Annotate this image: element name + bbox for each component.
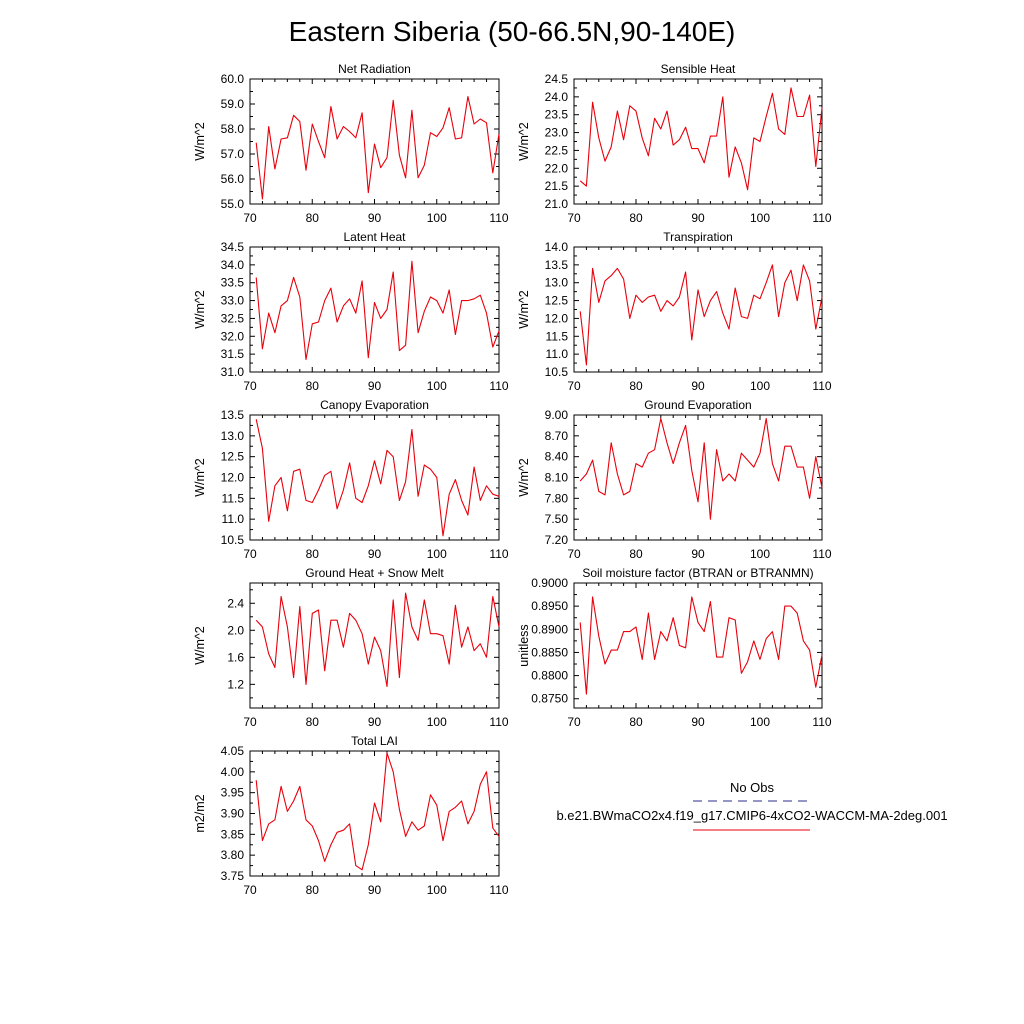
- x-tick-label: 70: [567, 379, 581, 393]
- y-tick-label: 13.0: [220, 428, 244, 443]
- legend-model-label: b.e21.BWmaCO2x4.f19_g17.CMIP6-4xCO2-WACCM-MA-2deg.001: [556, 808, 948, 823]
- y-tick-label: 11.5: [545, 329, 568, 344]
- y-tick-label: 8.40: [544, 449, 568, 464]
- y-tick-label: 7.20: [544, 533, 568, 547]
- x-tick-label: 100: [749, 211, 771, 225]
- x-tick-label: 90: [691, 547, 705, 561]
- panel-title: Transpiration: [663, 230, 733, 244]
- y-tick-label: 23.0: [544, 125, 568, 140]
- x-tick-label: 110: [489, 883, 509, 897]
- y-tick-label: 23.5: [544, 107, 568, 122]
- plot-frame: [574, 583, 822, 708]
- x-tick-label: 80: [305, 883, 319, 897]
- x-tick-label: 110: [489, 715, 509, 729]
- plot-frame: [250, 751, 499, 876]
- y-axis-label: unitless: [517, 624, 531, 667]
- panel-title: Net Radiation: [338, 62, 411, 76]
- y-tick-label: 7.80: [544, 491, 568, 506]
- panel-4: [517, 230, 832, 393]
- y-tick-label: 4.00: [220, 764, 244, 779]
- y-tick-label: 32.5: [220, 311, 244, 326]
- series-line: [580, 88, 822, 190]
- y-tick-label: 33.0: [220, 293, 244, 308]
- panel-5: [193, 398, 509, 561]
- y-axis-label: m2/m2: [193, 794, 207, 833]
- x-tick-label: 110: [489, 379, 509, 393]
- x-tick-label: 90: [367, 211, 382, 225]
- x-tick-label: 70: [243, 715, 257, 729]
- x-tick-label: 80: [629, 547, 643, 561]
- y-tick-label: 24.0: [544, 89, 568, 104]
- y-tick-label: 11.0: [545, 347, 568, 362]
- figure-title: Eastern Siberia (50-66.5N,90-140E): [288, 16, 736, 47]
- y-tick-label: 0.9000: [531, 576, 568, 590]
- x-tick-label: 90: [691, 379, 705, 393]
- y-tick-label: 0.8900: [531, 622, 568, 637]
- x-tick-label: 70: [567, 715, 581, 729]
- y-tick-label: 3.95: [220, 785, 244, 800]
- y-tick-label: 0.8950: [531, 599, 568, 614]
- x-tick-label: 110: [489, 211, 509, 225]
- y-tick-label: 24.5: [544, 72, 568, 86]
- y-tick-label: 14.0: [544, 240, 568, 254]
- panel-8: [517, 566, 832, 729]
- y-tick-label: 11.5: [221, 491, 244, 506]
- y-tick-label: 0.8850: [531, 645, 568, 660]
- y-tick-label: 3.75: [220, 869, 244, 883]
- y-tick-label: 8.70: [544, 428, 568, 443]
- y-tick-label: 13.0: [544, 275, 568, 290]
- panel-2: [517, 62, 832, 225]
- x-tick-label: 70: [567, 547, 581, 561]
- x-tick-label: 100: [749, 715, 771, 729]
- panel-7: [193, 566, 509, 729]
- y-tick-label: 2.0: [227, 623, 244, 638]
- y-tick-label: 10.5: [220, 533, 244, 547]
- y-tick-label: 11.0: [221, 512, 244, 527]
- series-line: [256, 261, 499, 359]
- series-line: [256, 419, 499, 536]
- panel-title: Sensible Heat: [660, 62, 736, 76]
- x-tick-label: 70: [243, 211, 257, 225]
- plot-frame: [574, 79, 822, 204]
- y-tick-label: 1.6: [227, 650, 244, 665]
- x-tick-label: 110: [812, 547, 832, 561]
- y-tick-label: 0.8750: [531, 691, 568, 706]
- x-tick-label: 110: [489, 547, 509, 561]
- x-tick-label: 110: [812, 379, 832, 393]
- legend: [556, 780, 947, 830]
- y-tick-label: 57.0: [220, 147, 244, 161]
- y-tick-label: 31.5: [220, 347, 244, 362]
- y-tick-label: 31.0: [220, 365, 244, 379]
- plot-frame: [250, 415, 499, 540]
- x-tick-label: 70: [243, 379, 257, 393]
- panel-6: [517, 398, 832, 561]
- y-tick-label: 3.90: [220, 806, 244, 821]
- panel-1: [193, 62, 509, 225]
- x-tick-label: 90: [367, 547, 382, 561]
- x-tick-label: 100: [426, 379, 447, 393]
- y-axis-label: W/m^2: [193, 122, 207, 161]
- series-line: [256, 753, 499, 870]
- y-tick-label: 12.0: [220, 470, 244, 485]
- y-tick-label: 8.10: [544, 470, 568, 485]
- series-line: [580, 419, 822, 520]
- y-tick-label: 55.0: [220, 197, 244, 211]
- series-line: [256, 97, 499, 200]
- y-tick-label: 56.0: [220, 172, 244, 186]
- x-tick-label: 90: [367, 379, 382, 393]
- x-tick-label: 80: [305, 547, 319, 561]
- panel-title: Canopy Evaporation: [320, 398, 429, 412]
- x-tick-label: 80: [629, 379, 643, 393]
- panel-title: Total LAI: [351, 734, 398, 748]
- y-tick-label: 10.5: [544, 365, 568, 379]
- x-tick-label: 110: [812, 211, 832, 225]
- plot-frame: [574, 415, 822, 540]
- y-tick-label: 13.5: [220, 408, 244, 422]
- plot-frame: [250, 247, 499, 372]
- y-tick-label: 2.4: [227, 596, 244, 611]
- series-line: [256, 593, 499, 686]
- x-tick-label: 70: [243, 883, 257, 897]
- x-tick-label: 80: [305, 211, 319, 225]
- plot-frame: [574, 247, 822, 372]
- y-axis-label: W/m^2: [193, 290, 207, 329]
- y-axis-label: W/m^2: [193, 458, 207, 497]
- panel-title: Ground Evaporation: [644, 398, 752, 412]
- x-tick-label: 100: [426, 547, 447, 561]
- y-tick-label: 22.5: [544, 143, 568, 158]
- y-tick-label: 0.8800: [531, 668, 568, 683]
- x-tick-label: 110: [812, 715, 832, 729]
- y-tick-label: 12.5: [220, 449, 244, 464]
- y-tick-label: 34.5: [220, 240, 244, 254]
- x-tick-label: 100: [426, 211, 447, 225]
- y-tick-label: 32.0: [220, 329, 244, 344]
- panel-title: Latent Heat: [343, 230, 406, 244]
- x-tick-label: 100: [749, 547, 771, 561]
- y-tick-label: 3.85: [220, 827, 244, 842]
- y-tick-label: 4.05: [220, 744, 244, 758]
- series-line: [580, 597, 822, 694]
- x-tick-label: 100: [426, 715, 447, 729]
- y-tick-label: 13.5: [544, 257, 568, 272]
- panels: [193, 62, 832, 897]
- x-tick-label: 100: [749, 379, 771, 393]
- y-tick-label: 34.0: [220, 257, 244, 272]
- panel-3: [193, 230, 509, 393]
- y-tick-label: 60.0: [220, 72, 244, 86]
- y-tick-label: 7.50: [544, 512, 568, 527]
- y-tick-label: 21.0: [544, 197, 568, 211]
- x-tick-label: 80: [629, 211, 643, 225]
- y-tick-label: 21.5: [544, 179, 568, 194]
- x-tick-label: 90: [367, 715, 382, 729]
- series-line: [580, 265, 822, 365]
- y-axis-label: W/m^2: [517, 122, 531, 161]
- x-tick-label: 90: [691, 211, 705, 225]
- y-axis-label: W/m^2: [517, 458, 531, 497]
- y-tick-label: 33.5: [220, 275, 244, 290]
- y-axis-label: W/m^2: [517, 290, 531, 329]
- y-tick-label: 1.2: [227, 677, 244, 692]
- x-tick-label: 70: [567, 211, 581, 225]
- y-tick-label: 59.0: [220, 97, 244, 111]
- plot-frame: [250, 79, 499, 204]
- x-tick-label: 90: [367, 883, 382, 897]
- y-tick-label: 58.0: [220, 122, 244, 136]
- x-tick-label: 80: [305, 379, 319, 393]
- x-tick-label: 70: [243, 547, 257, 561]
- x-tick-label: 80: [629, 715, 643, 729]
- y-tick-label: 12.5: [544, 293, 568, 308]
- y-tick-label: 3.80: [220, 848, 244, 863]
- panel-9: [193, 734, 509, 897]
- panel-title: Ground Heat + Snow Melt: [305, 566, 444, 580]
- x-tick-label: 100: [426, 883, 447, 897]
- y-tick-label: 22.0: [544, 161, 568, 176]
- panel-title: Soil moisture factor (BTRAN or BTRANMN): [582, 566, 814, 580]
- y-axis-label: W/m^2: [193, 626, 207, 665]
- x-tick-label: 80: [305, 715, 319, 729]
- legend-obs-label: No Obs: [729, 780, 775, 795]
- x-tick-label: 90: [691, 715, 705, 729]
- y-tick-label: 12.0: [544, 311, 568, 326]
- y-tick-label: 9.00: [544, 408, 568, 422]
